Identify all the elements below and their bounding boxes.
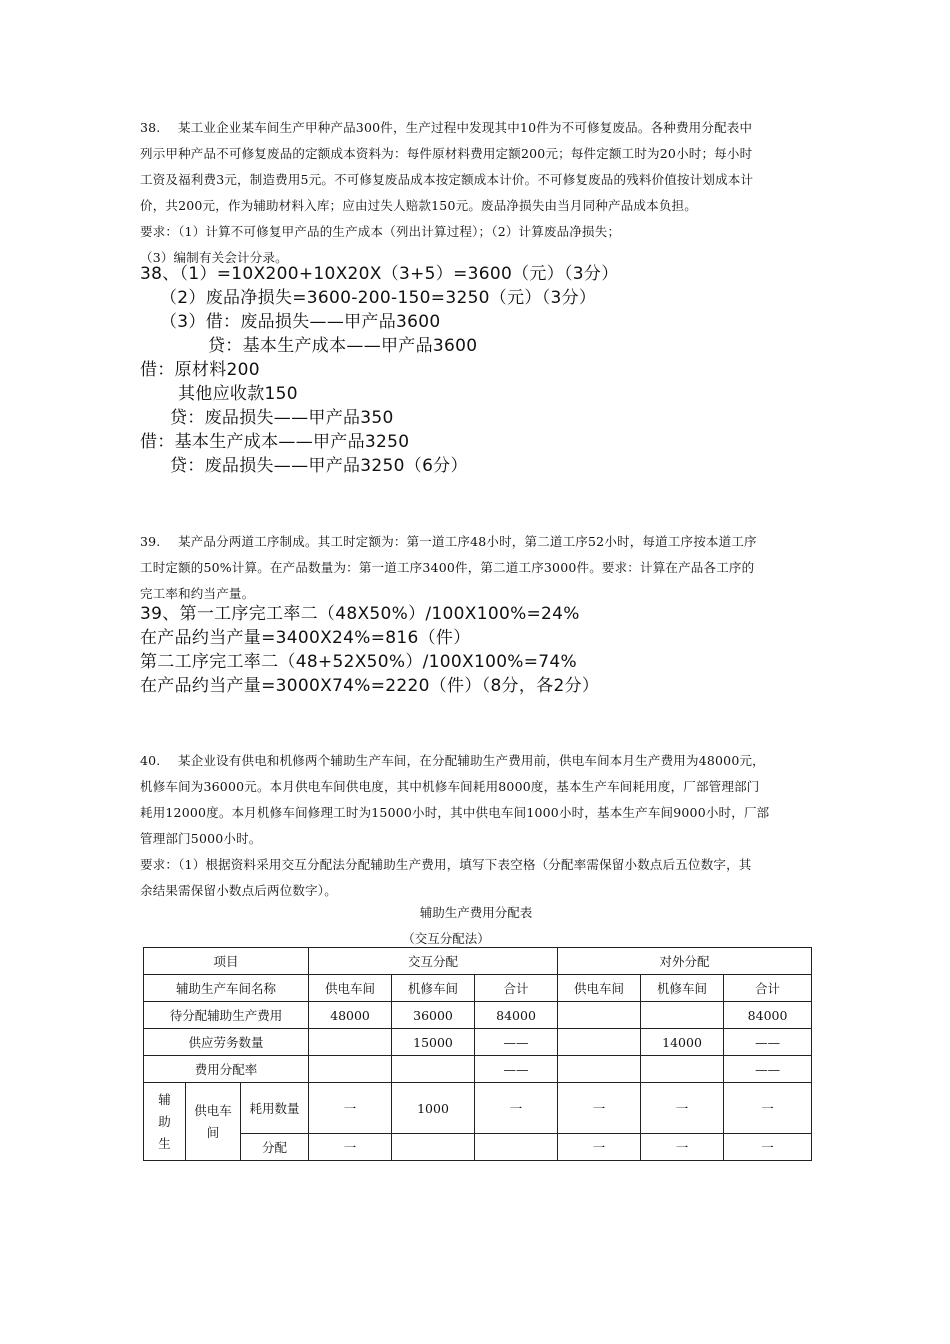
header-col: 机修车间	[392, 975, 475, 1002]
answer-line: 在产品约当产量=3400X24%=816（件）	[140, 628, 471, 648]
answer-line: （2）废品净损失=3600-200-150=3250（元）（3分）	[160, 288, 597, 308]
question-requirement: （3）编制有关会计分录。	[140, 250, 288, 265]
table-cell: 一	[724, 1134, 812, 1161]
table-cell: 一	[558, 1134, 641, 1161]
table-row	[144, 1134, 812, 1161]
table-cell	[558, 1002, 641, 1029]
table-cell: 84000	[475, 1002, 558, 1029]
header-col: 合计	[475, 975, 558, 1002]
question-requirement: 要求：（1）根据资料采用交互分配法分配辅助生产费用，填写下表空格（分配率需保留小数点后五位数字，其	[140, 857, 752, 872]
table-cell: 14000	[641, 1029, 724, 1056]
row-label: 耗用数量	[241, 1083, 309, 1134]
table-cell: 一	[309, 1083, 392, 1134]
question-requirement: 要求：（1）计算不可修复甲产品的生产成本（列出计算过程）；（2）计算废品净损失；	[140, 224, 621, 239]
table-cell: ——	[475, 1056, 558, 1083]
table-cell	[558, 1056, 641, 1083]
answer-line: （3）借：废品损失——甲产品3600	[160, 312, 441, 332]
answer-line: 其他应收款150	[178, 384, 298, 404]
table-cell: 一	[475, 1083, 558, 1134]
answer-line: 第二工序完工率二（48+52X50%）/100X100%=74%	[140, 652, 577, 672]
table-cell: 一	[558, 1083, 641, 1134]
table-cell: 一	[724, 1083, 812, 1134]
header-col: 合计	[724, 975, 812, 1002]
question-number: 39.	[140, 534, 161, 549]
header-col: 供电车间	[558, 975, 641, 1002]
table-row	[144, 1056, 812, 1083]
answer-line: 借：原材料200	[140, 360, 260, 380]
table-cell	[309, 1029, 392, 1056]
answer-line: 贷：基本生产成本——甲产品3600	[208, 336, 478, 356]
header-item: 项目	[144, 948, 309, 975]
answer-line: 在产品约当产量=3000X74%=2220（件）（8分，各2分）	[140, 676, 600, 696]
table-cell: ——	[724, 1056, 812, 1083]
table-cell: 一	[309, 1134, 392, 1161]
table-row	[144, 1002, 812, 1029]
table-cell: 84000	[724, 1002, 812, 1029]
table-cell	[641, 1002, 724, 1029]
table-header-row	[144, 975, 812, 1002]
question-text-line: 39. 某产品分两道工序制成。其工时定额为：第一道工序48小时，第二道工序52小时，每道工序按本道工序	[140, 529, 812, 555]
table-cell: 一	[641, 1083, 724, 1134]
sub-label-power-workshop: 供电车间	[186, 1083, 241, 1161]
table-cell: 15000	[392, 1029, 475, 1056]
header-workshop-name: 辅助生产车间名称	[144, 975, 309, 1002]
question-text-line: 耗用12000度。本月机修车间修理工时为15000小时，其中供电车间1000小时，基本生产车间9000小时，厂部	[140, 805, 770, 820]
question-text-line: 价，共200元，作为辅助材料入库；应由过失人赔款150元。废品净损失由当月同种产品成本负担。	[140, 198, 697, 213]
table-cell: 48000	[309, 1002, 392, 1029]
answer-line: 贷：废品损失——甲产品350	[170, 408, 394, 428]
question-39	[140, 529, 812, 607]
answer-line: 38、（1）=10X200+10X20X（3+5）=3600（元）（3分）	[140, 264, 619, 284]
question-number: 40.	[140, 753, 161, 768]
table-cell: ——	[475, 1029, 558, 1056]
row-label: 分配	[241, 1134, 309, 1161]
table-cell: ——	[724, 1029, 812, 1056]
table-cell: 一	[641, 1134, 724, 1161]
table-row	[144, 1083, 812, 1134]
table-cell: 36000	[392, 1002, 475, 1029]
question-38	[140, 115, 812, 271]
header-col: 供电车间	[309, 975, 392, 1002]
answer-38	[140, 262, 812, 478]
side-label-auxiliary: 辅 助 生	[144, 1083, 186, 1161]
allocation-table	[143, 947, 812, 1161]
question-text-line: 38. 某工业企业某车间生产甲种产品300件，生产过程中发现其中10件为不可修复废品。各种费用分配表中	[140, 115, 812, 141]
question-text-line: 40. 某企业设有供电和机修两个辅助生产车间，在分配辅助生产费用前，供电车间本月生产费用为48000元，	[140, 748, 812, 774]
table-cell	[392, 1056, 475, 1083]
question-number: 38.	[140, 120, 161, 135]
table-cell	[558, 1029, 641, 1056]
table-header-row	[144, 948, 812, 975]
header-col: 机修车间	[641, 975, 724, 1002]
answer-line: 贷：废品损失——甲产品3250（6分）	[170, 456, 468, 476]
question-requirement: 余结果需保留小数点后两位数字）。	[140, 883, 337, 898]
row-label: 待分配辅助生产费用	[144, 1002, 309, 1029]
table-cell: 1000	[392, 1083, 475, 1134]
question-text-line: 管理部门5000小时。	[140, 831, 262, 846]
table-cell	[309, 1056, 392, 1083]
table-cell	[392, 1134, 475, 1161]
table-row	[144, 1029, 812, 1056]
question-text-line: 机修车间为36000元。本月供电车间供电度，其中机修车间耗用8000度，基本生产车间耗用度，厂部管理部门	[140, 779, 760, 794]
question-text-line: 工资及福利费3元，制造费用5元。不可修复废品成本按定额成本计价。不可修复废品的残料价值按计划成本计	[140, 172, 754, 187]
answer-39	[140, 602, 812, 698]
table-cell	[641, 1056, 724, 1083]
question-text-line: 完工率和约当产量。	[140, 586, 255, 601]
question-40	[140, 748, 812, 904]
row-label: 费用分配率	[144, 1056, 309, 1083]
answer-line: 39、第一工序完工率二（48X50%）/100X100%=24%	[140, 604, 580, 624]
table-subtitle: （交互分配法）	[402, 931, 490, 946]
question-text-line: 工时定额的50%计算。在产品数量为：第一道工序3400件，第二道工序3000件。要求：计算在产品各工序的	[140, 560, 755, 575]
answer-line: 借：基本生产成本——甲产品3250	[140, 432, 410, 452]
table-cell	[475, 1134, 558, 1161]
header-external-allocation: 对外分配	[558, 948, 812, 975]
header-interactive-allocation: 交互分配	[309, 948, 558, 975]
question-text-line: 列示甲种产品不可修复废品的定额成本资料为：每件原材料费用定额200元；每件定额工时为20小时；每小时	[140, 146, 753, 161]
row-label: 供应劳务数量	[144, 1029, 309, 1056]
table-title: 辅助生产费用分配表	[419, 905, 533, 920]
